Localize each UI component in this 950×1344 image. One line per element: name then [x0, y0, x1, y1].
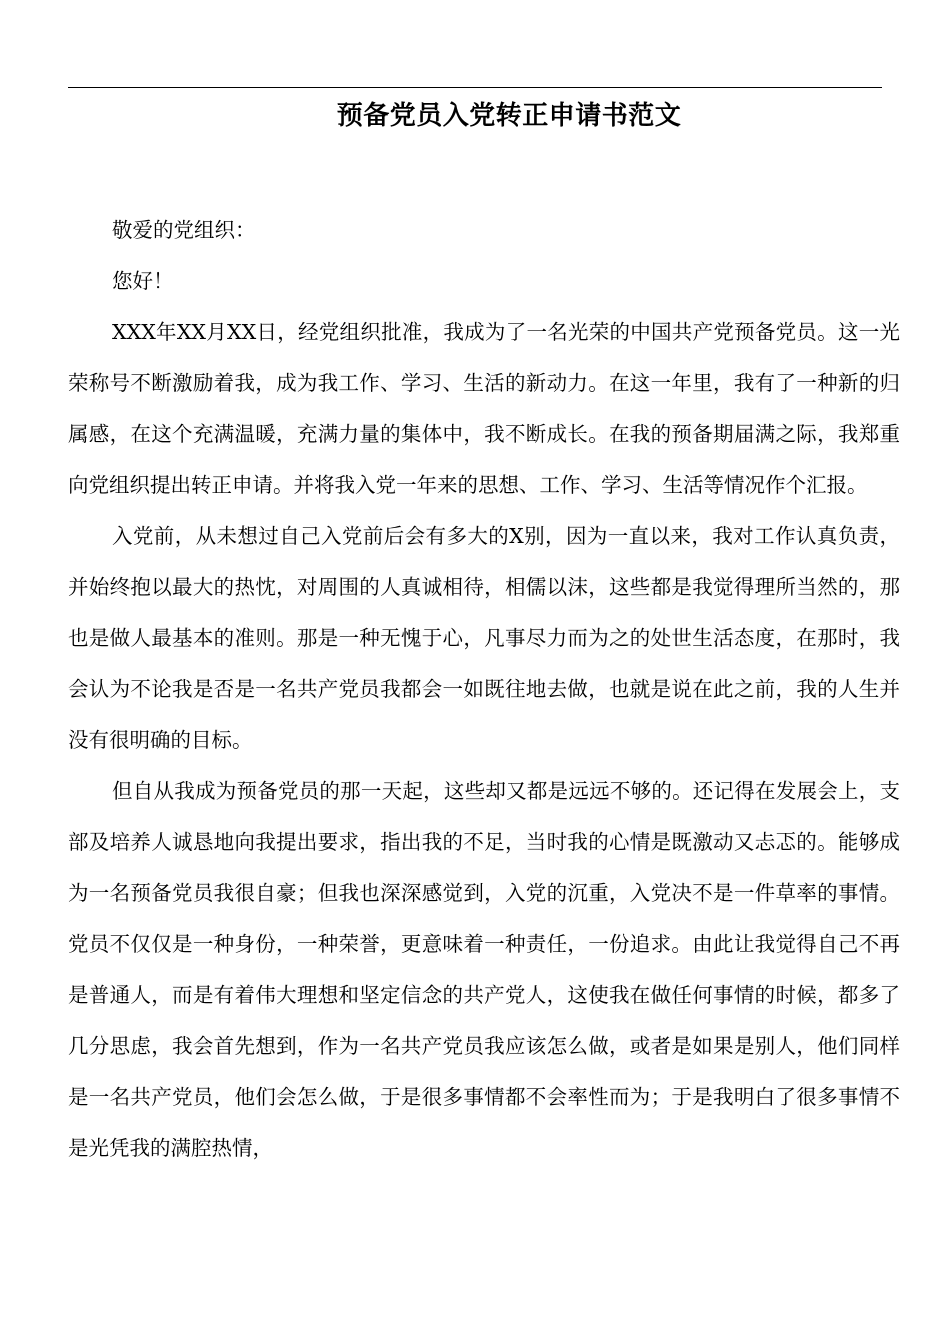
document-title: 预备党员入党转正申请书范文: [336, 101, 682, 131]
header-rule: [68, 87, 882, 88]
paragraph-1: XXX年XX月XX日，经党组织批准，我成为了一名光荣的中国共产党预备党员。这一光荣称号不断激励着我，成为我工作、学习、生活的新动力。在这一年里，我有了一种新的归属感，在这个充满温暖，充满力量的集体中，我不断成长。在我的预备期届满之际，我郑重向党组织提出转正申请。并将我入党一年来的思想、工作、学习、生活等情况作个汇报。: [68, 320, 900, 497]
paragraph-2: 入党前，从未想过自己入党前后会有多大的X别，因为一直以来，我对工作认真负责，并始终抱以最大的热忱，对周围的人真诚相待，相儒以沫，这些都是我觉得理所当然的，那也是做人最基本的准则。那是一种无愧于心，凡事尽力而为之的处世生活态度，在那时，我会认为不论我是否是一名共产党员我都会一如既往地去做，也就是说在此之前，我的人生并没有很明确的目标。: [68, 524, 900, 752]
document-body: [68, 205, 900, 1174]
paragraph-3: 但自从我成为预备党员的那一天起，这些却又都是远远不够的。还记得在发展会上，支部及培养人诚恳地向我提出要求，指出我的不足，当时我的心情是既激动又忐忑的。能够成为一名预备党员我很自豪；但我也深深感觉到，入党的沉重，入党决不是一件草率的事情。党员不仅仅是一种身份，一种荣誉，更意味着一种责任，一份追求。由此让我觉得自己不再是普通人，而是有着伟大理想和坚定信念的共产党人，这使我在做任何事情的时候，都多了几分思虑，我会首先想到，作为一名共产党员我应该怎么做，或者是如果是别人，他们同样是一名共产党员，他们会怎么做，于是很多事情都不会率性而为；于是我明白了很多事情不是光凭我的满腔热情，: [68, 779, 900, 1160]
greeting: 您好！: [112, 269, 174, 293]
salutation: 敬爱的党组织：: [112, 218, 256, 242]
